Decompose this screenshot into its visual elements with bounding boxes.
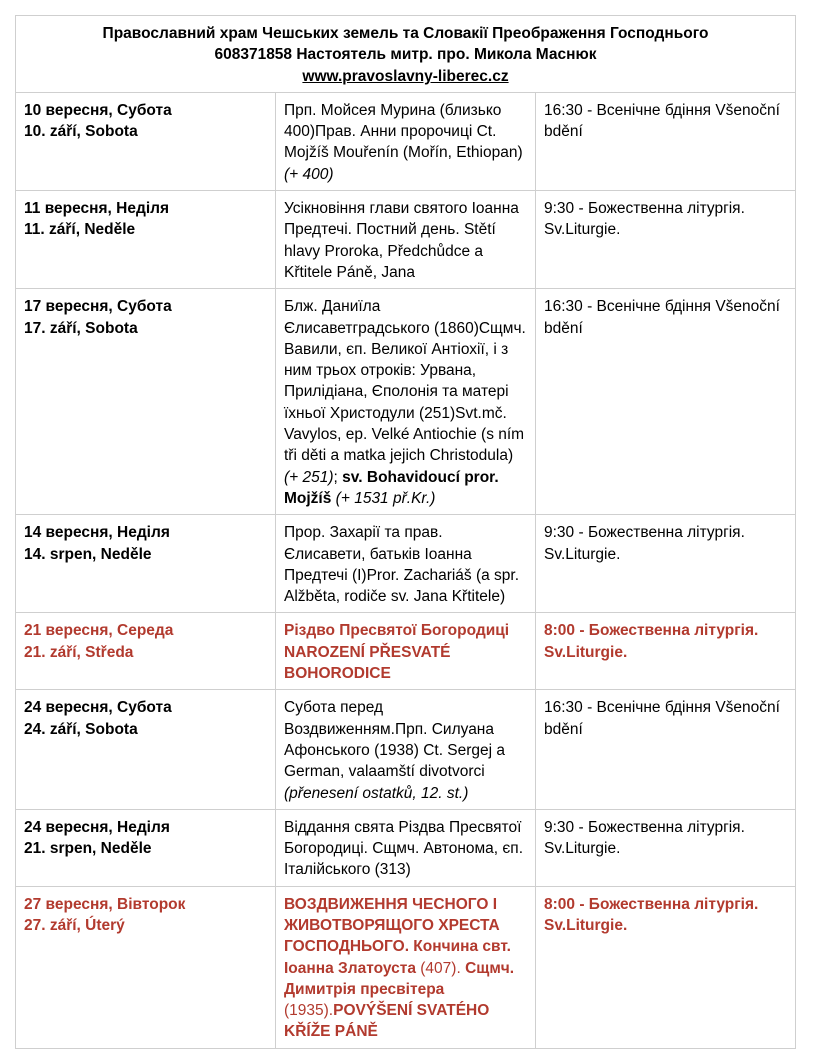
date-cz: 17. září, Sobota (24, 319, 138, 337)
date-cell (16, 809, 276, 886)
feast-description (276, 809, 536, 886)
desc-text: Блж. Даниїла Єлисаветградського (1860)Сщмч. Вавили, єп. Великої Антіохії, і з ним трьох отроків: Урвана, Прилідіана, Єполонія та матері їхньої Христодули (251)Svt.mč. Vavylos, ep. Velké Antiochie (s ním tři děti a matka jejich Christodula) (284, 298, 526, 465)
date-ua: 10 вересня, Субота (24, 101, 172, 119)
service-cell: 9:30 - Божественна літургія. Sv.Liturgie. (536, 515, 796, 613)
feast-description (276, 515, 536, 613)
desc-italic: (+ 251) (284, 468, 334, 486)
table-row (16, 92, 796, 190)
desc-bold: sv. Bohavidoucí pror. Mojžíš (284, 468, 499, 507)
date-cell (16, 191, 276, 289)
service-cell: 16:30 - Всенічне бдіння Všenoční bdění (536, 690, 796, 809)
contact-rector: 608371858 Настоятель митр. про. Микола Маснюк (214, 46, 597, 64)
header-row (16, 16, 796, 93)
table-row (16, 515, 796, 613)
date-ua: 21 вересня, Середа (24, 622, 174, 640)
date-cz: 11. září, Neděle (24, 221, 136, 239)
date-cell (16, 92, 276, 190)
feast-description (276, 191, 536, 289)
service-cell: 16:30 - Всенічне бдіння Všenoční bdění (536, 289, 796, 515)
desc-italic: (+ 1531 př.Kr.) (331, 489, 436, 507)
service-cell: 9:30 - Божественна літургія. Sv.Liturgie. (536, 191, 796, 289)
desc-bold: Різдво Пресвятої Богородиці NAROZENÍ PŘESVATÉ BOHORODICE (284, 622, 510, 683)
table-row (16, 191, 796, 289)
service-cell: 16:30 - Всенічне бдіння Všenoční bdění (536, 92, 796, 190)
desc-text: Усікновіння глави святого Іоанна Предтечі. Постний день. Stětí hlavy Proroka, Předchůdce a Křtitele Páně, Jana (284, 200, 519, 281)
date-cz: 24. září, Sobota (24, 720, 138, 738)
desc-bold: ВОЗДВИЖЕННЯ ЧЕСНОГО І ЖИВОТВОРЯЩОГО ХРЕСТА ГОСПОДНЬОГО. Кончина свт. Іоанна Златоуста (284, 895, 511, 977)
service-cell: 8:00 - Божественна літургія. Sv.Liturgie. (536, 886, 796, 1048)
date-ua: 24 вересня, Субота (24, 699, 172, 717)
desc-italic: (+ 400) (284, 165, 334, 183)
date-cell (16, 690, 276, 809)
desc-bold: POVÝŠENÍ SVATÉHO KŘÍŽE PÁNĚ (284, 1002, 490, 1041)
header-cell (16, 16, 796, 93)
date-ua: 11 вересня, Неділя (24, 200, 170, 218)
table-row-feast (16, 613, 796, 690)
website-link[interactable]: www.pravoslavny-liberec.cz (302, 67, 509, 85)
date-cell (16, 515, 276, 613)
desc-text: Прп. Мойсея Мурина (близько 400)Прав. Анни пророчиці Ct. Mojžíš Mouřenín (Mořín, Ethiopan) (284, 101, 523, 162)
date-cz: 21. srpen, Neděle (24, 840, 152, 858)
date-ua: 14 вересня, Неділя (24, 524, 170, 542)
desc-text: Прор. Захарії та прав. Єлисавети, батьків Іоанна Предтечі (I)Pror. Zachariáš (a spr. Alžběta, rodiče sv. Jana Křtitele) (284, 524, 520, 606)
desc-bold: Сщмч. Димитрія пресвітера (284, 959, 515, 998)
date-ua: 27 вересня, Вівторок (24, 895, 186, 913)
date-cell (16, 613, 276, 690)
date-ua: 24 вересня, Неділя (24, 818, 170, 836)
table-row (16, 690, 796, 809)
desc-separator: ; (333, 468, 343, 486)
service-cell: 9:30 - Божественна літургія. Sv.Liturgie. (536, 809, 796, 886)
feast-description (276, 92, 536, 190)
feast-description (276, 289, 536, 515)
desc-text: Віддання свята Різдва Пресвятої Богородиці. Сщмч. Автонома, єп. Італійського (313) (284, 818, 524, 879)
date-cz: 21. září, Středa (24, 643, 134, 661)
table-row (16, 809, 796, 886)
date-cell (16, 289, 276, 515)
desc-text: (1935). (284, 1002, 334, 1020)
desc-text: (407). (415, 959, 466, 977)
service-cell: 8:00 - Божественна літургія. Sv.Liturgie. (536, 613, 796, 690)
feast-description (276, 613, 536, 690)
desc-text: Субота перед Воздвиженням.Прп. Силуана Афонського (1938) Ct. Sergej a German, valaamští divotvorci (284, 699, 506, 781)
desc-italic: (přenesení ostatků, 12. st.) (284, 784, 469, 802)
date-cz: 14. srpen, Neděle (24, 545, 152, 563)
table-row (16, 289, 796, 515)
date-cz: 27. září, Úterý (24, 916, 125, 934)
church-name: Православний храм Чешських земель та Словакії Преображення Господнього (102, 25, 709, 42)
schedule-table (15, 15, 796, 1049)
date-cz: 10. září, Sobota (24, 123, 138, 141)
date-ua: 17 вересня, Субота (24, 298, 172, 316)
feast-description (276, 690, 536, 809)
